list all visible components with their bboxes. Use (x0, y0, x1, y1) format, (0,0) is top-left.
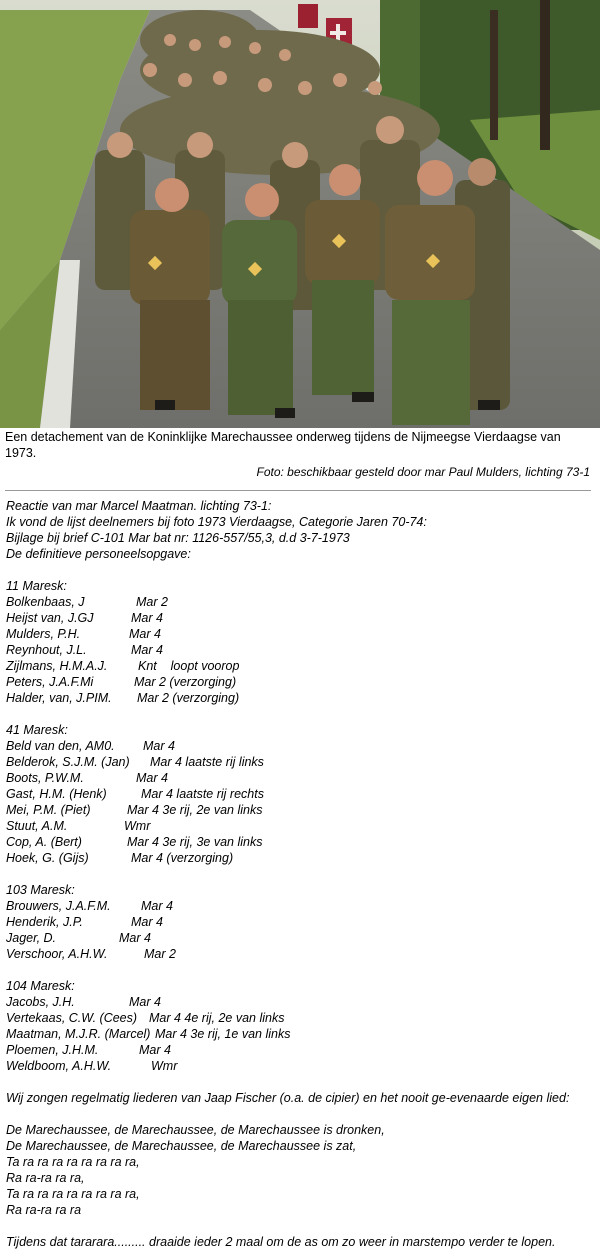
member-row (6, 914, 596, 930)
intro-line: De definitieve personeelsopgave: (6, 547, 191, 561)
member-name: Verschoor, A.H.W. (6, 947, 108, 961)
intro-line: Reactie van mar Marcel Maatman. lichting 73-1: (6, 499, 272, 513)
member-name: Heijst van, J.GJ (6, 611, 94, 625)
member-rank: Mar 4 3e rij, 3e van links (127, 835, 263, 849)
member-rank: Mar 4 (129, 995, 161, 1009)
member-rank: Mar 4 3e rij, 1e van links (155, 1027, 291, 1041)
member-row (6, 754, 596, 770)
member-rank: Mar 4 (141, 899, 173, 913)
intro-line: Bijlage bij brief C-101 Mar bat nr: 1126-557/55,3, d.d 3-7-1973 (6, 531, 350, 545)
member-name: Stuut, A.M. (6, 819, 68, 833)
photo-credit: Foto: beschikbaar gesteld door mar Paul Mulders, lichting 73-1 (256, 465, 590, 479)
member-rank: Mar 4 (136, 771, 168, 785)
member-name: Cop, A. (Bert) (6, 835, 82, 849)
member-name: Reynhout, J.L. (6, 643, 87, 657)
member-rank: Knt loopt voorop (138, 659, 240, 673)
member-rank: Wmr (124, 819, 151, 833)
member-rank: Mar 4 4e rij, 2e van links (149, 1011, 285, 1025)
member-rank: Mar 4 (119, 931, 151, 945)
closing-text: Tijdens dat tararara......... draaide ieder 2 maal om de as om zo weer in marstempo verder te lopen. (6, 1235, 556, 1249)
song-line: Ra ra-ra ra ra (6, 1203, 82, 1217)
member-name: Zijlmans, H.M.A.J. (6, 659, 108, 673)
member-rank: Mar 4 (131, 643, 163, 657)
member-row (6, 770, 596, 786)
member-name: Beld van den, AM0. (6, 739, 115, 753)
member-name: Jacobs, J.H. (6, 995, 75, 1009)
member-rank: Mar 2 (verzorging) (134, 675, 237, 689)
member-name: Henderik, J.P. (6, 915, 83, 929)
member-name: Mei, P.M. (Piet) (6, 803, 91, 817)
member-name: Ploemen, J.H.M. (6, 1043, 99, 1057)
member-row (6, 1026, 596, 1042)
member-row (6, 802, 596, 818)
member-rank: Mar 2 (136, 595, 168, 609)
group-11-maresk (6, 578, 596, 706)
member-row (6, 658, 596, 674)
member-row (6, 946, 596, 962)
member-row (6, 930, 596, 946)
member-row (6, 690, 596, 706)
member-row (6, 786, 596, 802)
member-rank: Wmr (151, 1059, 178, 1073)
divider (5, 490, 591, 491)
song-line: De Marechaussee, de Marechaussee, de Marechaussee is dronken, (6, 1123, 385, 1137)
member-name: Weldboom, A.H.W. (6, 1059, 112, 1073)
member-name: Vertekaas, C.W. (Cees) (6, 1011, 138, 1025)
member-row (6, 1042, 596, 1058)
member-row (6, 818, 596, 834)
member-name: Peters, J.A.F.Mi (6, 675, 94, 689)
member-rank: Mar 2 (verzorging) (137, 691, 240, 705)
member-rank: Mar 4 (129, 627, 161, 641)
marching-soldiers-photo (0, 0, 600, 428)
member-rank: Mar 4 (139, 1043, 171, 1057)
group-title: 41 Maresk: (6, 723, 68, 737)
member-row (6, 834, 596, 850)
member-name: Mulders, P.H. (6, 627, 81, 641)
member-name: Maatman, M.J.R. (Marcel) (6, 1027, 151, 1041)
group-title: 104 Maresk: (6, 979, 75, 993)
member-name: Jager, D. (6, 931, 57, 945)
song-line: Ta ra ra ra ra ra ra ra ra, (6, 1155, 140, 1169)
member-row (6, 594, 596, 610)
photo-caption: Een detachement van de Koninklijke Marechaussee onderweg tijdens de Nijmeegse Vierdaagse van 1973. (5, 430, 561, 460)
member-rank: Mar 4 laatste rij rechts (141, 787, 264, 801)
member-rank: Mar 4 (131, 915, 163, 929)
song-line: De Marechaussee, de Marechaussee, de Marechaussee is zat, (6, 1139, 357, 1153)
member-rank: Mar 4 (143, 739, 175, 753)
intro-line: Ik vond de lijst deelnemers bij foto 1973 Vierdaagse, Categorie Jaren 70-74: (6, 515, 427, 529)
group-title: 11 Maresk: (6, 579, 67, 593)
member-row (6, 898, 596, 914)
member-rank: Mar 4 (131, 611, 163, 625)
member-name: Bolkenbaas, J (6, 595, 85, 609)
member-row (6, 994, 596, 1010)
article-body (6, 498, 596, 1250)
member-name: Gast, H.M. (Henk) (6, 787, 107, 801)
member-name: Belderok, S.J.M. (Jan) (6, 755, 130, 769)
member-row (6, 642, 596, 658)
member-rank: Mar 2 (144, 947, 176, 961)
member-row (6, 738, 596, 754)
group-title: 103 Maresk: (6, 883, 75, 897)
member-row (6, 1010, 596, 1026)
group-104-maresk (6, 978, 596, 1074)
member-name: Hoek, G. (Gijs) (6, 851, 89, 865)
member-row (6, 674, 596, 690)
song-line: Ra ra-ra ra ra, (6, 1171, 85, 1185)
member-rank: Mar 4 laatste rij links (150, 755, 264, 769)
song-lyrics (6, 1122, 596, 1218)
song-line: Ta ra ra ra ra ra ra ra ra, (6, 1187, 140, 1201)
song-intro: Wij zongen regelmatig liederen van Jaap Fischer (o.a. de cipier) en het nooit ge-evenaarde eigen lied: (6, 1091, 570, 1105)
member-row (6, 610, 596, 626)
member-rank: Mar 4 3e rij, 2e van links (127, 803, 263, 817)
member-name: Halder, van, J.PIM. (6, 691, 112, 705)
member-row (6, 850, 596, 866)
member-row (6, 626, 596, 642)
group-41-maresk (6, 722, 596, 866)
member-row (6, 1058, 596, 1074)
group-103-maresk (6, 882, 596, 962)
member-rank: Mar 4 (verzorging) (131, 851, 234, 865)
member-name: Brouwers, J.A.F.M. (6, 899, 111, 913)
member-name: Boots, P.W.M. (6, 771, 84, 785)
